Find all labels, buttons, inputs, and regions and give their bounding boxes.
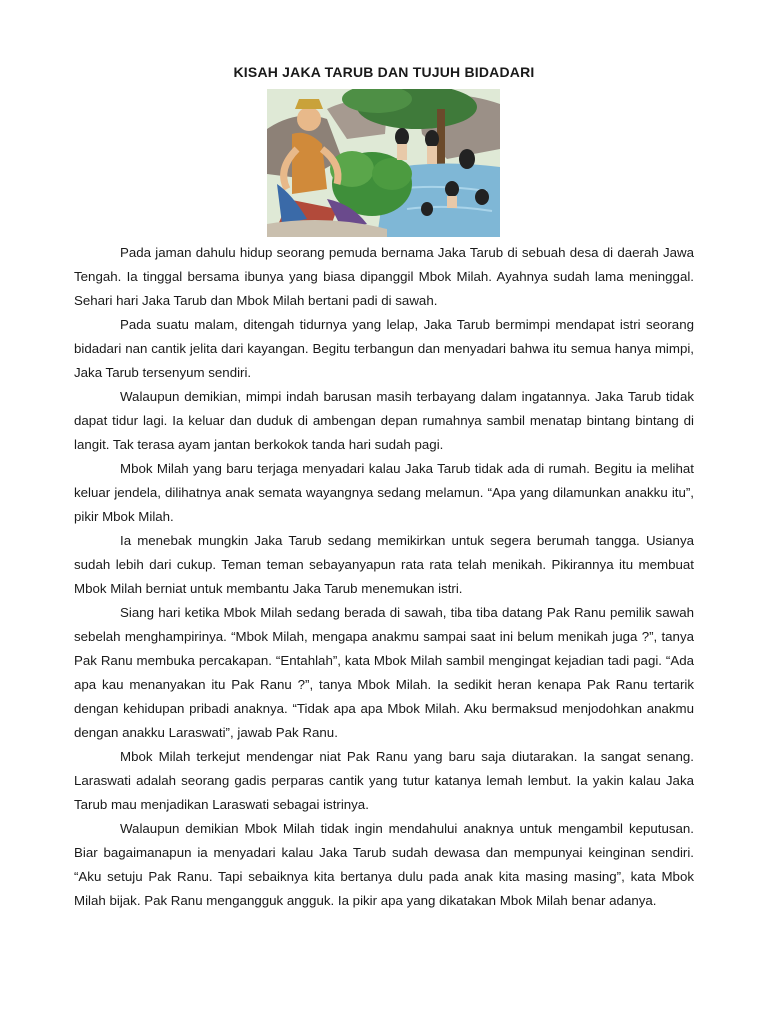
paragraph: Ia menebak mungkin Jaka Tarub sedang memikirkan untuk segera berumah tangga. Usianya sudah lebih dari cukup. Teman teman sebayanyapun rata rata telah menikah. Pikirannya itu membuat Mbok Milah berniat untuk membantu Jaka Tarub menemukan istri. [74, 533, 694, 596]
story-body [74, 241, 694, 913]
paragraph: Walaupun demikian, mimpi indah barusan masih terbayang dalam ingatannya. Jaka Tarub tidak dapat tidur lagi. Ia keluar dan duduk di ambengan depan rumahnya sambil menatap bintang bintang di langit. Tak terasa ayam jantan berkokok tanda hari sudah pagi. [74, 389, 694, 452]
story-illustration [267, 89, 500, 237]
paragraph: Pada jaman dahulu hidup seorang pemuda bernama Jaka Tarub di sebuah desa di daerah Jawa Tengah. Ia tinggal bersama ibunya yang biasa dipanggil Mbok Milah. Ayahnya sudah lama meninggal. Sehari hari Jaka Tarub dan Mbok Milah bertani padi di sawah. [74, 245, 694, 308]
paragraph: Siang hari ketika Mbok Milah sedang berada di sawah, tiba tiba datang Pak Ranu pemilik sawah sebelah menghampirinya. “Mbok Milah, mengapa anakmu sampai saat ini belum menikah juga ?”, tanya Pak Ranu membuka percakapan. “Entahlah”, kata Mbok Milah sambil mengingat kejadian tadi pagi. “Ada apa kau menanyakan itu Pak Ranu ?”, tanya Mbok Milah. Ia sedikit heran kenapa Pak Ranu tertarik dengan kehidupan pribadi anaknya. “Tidak apa apa Mbok Milah. Aku bermaksud menjodohkan anakmu dengan anakku Laraswati”, jawab Pak Ranu. [74, 605, 694, 740]
jaka-tarub-illustration-icon [267, 89, 500, 237]
paragraph: Pada suatu malam, ditengah tidurnya yang lelap, Jaka Tarub bermimpi mendapat istri seorang bidadari nan cantik jelita dari kayangan. Begitu terbangun dan menyadari bahwa itu semua hanya mimpi, Jaka Tarub tersenyum sendiri. [74, 317, 694, 380]
paragraph: Mbok Milah yang baru terjaga menyadari kalau Jaka Tarub tidak ada di rumah. Begitu ia melihat keluar jendela, dilihatnya anak semata wayangnya sedang melamun. “Apa yang dilamunkan anakku itu”, pikir Mbok Milah. [74, 461, 694, 524]
paragraph: Walaupun demikian Mbok Milah tidak ingin mendahului anaknya untuk mengambil keputusan. Biar bagaimanapun ia menyadari kalau Jaka Tarub sudah dewasa dan mempunyai keinginan sendiri. “Aku setuju Pak Ranu. Tapi sebaiknya kita bertanya dulu pada anak kita masing masing”, kata Mbok Milah bijak. Pak Ranu mengangguk angguk. Ia pikir apa yang dikatakan Mbok Milah benar adanya. [74, 821, 694, 908]
document-title: KISAH JAKA TARUB DAN TUJUH BIDADARI [233, 64, 535, 80]
paragraph: Mbok Milah terkejut mendengar niat Pak Ranu yang baru saja diutarakan. Ia sangat senang. Laraswati adalah seorang gadis perparas cantik yang tutur katanya lemah lembut. Ia yakin kalau Jaka Tarub mau menjadikan Laraswati sebagai istrinya. [74, 749, 694, 812]
